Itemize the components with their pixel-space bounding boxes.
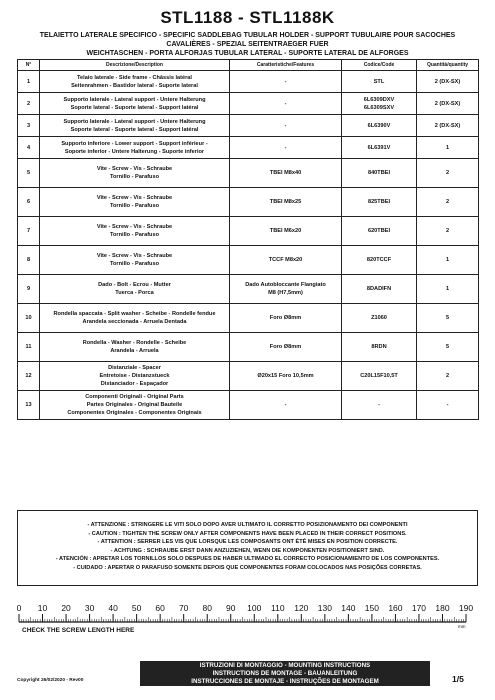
cell-code (342, 188, 417, 217)
ruler-tick-label: 10 (37, 603, 48, 613)
cell-features-text: TCCF M8x20 (268, 257, 303, 263)
cell-code (342, 362, 417, 391)
cell-quantity (417, 137, 479, 159)
table-row (18, 137, 479, 159)
cell-description-text: Soporte inferior - Untere Halterung - Suporte inferior (64, 148, 205, 155)
cell-number (18, 246, 40, 275)
cell-description-text: Distanciador - Espaçador (100, 381, 169, 387)
cell-quantity (417, 391, 479, 420)
table-row (18, 93, 479, 115)
cell-number (18, 159, 40, 188)
ruler-tick-label: 90 (226, 603, 236, 613)
cell-description-text: Tornillo - Parafuso (110, 203, 159, 209)
ruler-caption: CHECK THE SCREW LENGTH HERE (22, 627, 135, 634)
table-row (18, 188, 479, 217)
cell-features-text: Foro Ø8mm (269, 315, 302, 321)
cell-description-text: Vite - Screw - Vis - Schraube (96, 166, 173, 172)
cell-features-text: Foro Ø8mm (269, 344, 302, 350)
cell-description (40, 71, 230, 93)
footer-line-1: ISTRUZIONI DI MONTAGGIO - MOUNTING INSTRUCTIONS (199, 662, 371, 669)
cell-number (18, 304, 40, 333)
cell-number (18, 137, 40, 159)
cell-description (40, 275, 230, 304)
cell-quantity-text: 2 (445, 228, 450, 234)
cell-features (230, 304, 342, 333)
note-line: - ATENCIÓN : APRETAR LOS TORNILLOS SOLO DESPUES DE HABER ULTIMADO EL CORRECTO POSICIONAMIENTO DE LOS COMPONENTES. (55, 556, 440, 562)
cell-number (18, 391, 40, 420)
cell-description-text: Tuerca - Porca (115, 290, 154, 296)
cell-number-text: 1 (26, 78, 31, 85)
ruler-tick-label: 70 (178, 603, 189, 613)
table-row (18, 115, 479, 137)
cell-description (40, 304, 230, 333)
cell-description (40, 362, 230, 391)
cell-number (18, 115, 40, 137)
cell-description (40, 246, 230, 275)
cell-code-text: 6L6309SXV (363, 104, 395, 111)
subtitle-line-2: WEICHTASCHEN - PORTA ALFORJAS TUBULAR LATERAL - SUPORTE LATERAL DE ALFORGES (86, 50, 409, 57)
cell-features (230, 115, 342, 137)
ruler-tick-label: 80 (202, 603, 212, 613)
cell-code (342, 115, 417, 137)
table-row (18, 333, 479, 362)
cell-number-text: 10 (25, 315, 32, 321)
cell-quantity-text: - (446, 402, 449, 408)
cell-features (230, 93, 342, 115)
table-row (18, 362, 479, 391)
cell-code-text: 8DADIFN (366, 286, 392, 292)
cell-quantity-text: 2 (DX-SX) (434, 78, 461, 85)
ruler-tick-label: 110 (271, 603, 285, 613)
ruler-unit: mm (458, 624, 466, 629)
ruler-tick-label: 0 (16, 603, 22, 613)
note-line: - ACHTUNG : SCHRAUBE ERST DANN ANZUZIEHEN, WENN DIE KOMPONENTEN POSITIONIERT SIND. (110, 547, 385, 554)
cell-description (40, 217, 230, 246)
cell-description-text: Arandela seccionada - Arruela Dentada (82, 319, 187, 325)
screw-ruler (0, 600, 495, 640)
cell-description (40, 137, 230, 159)
cell-description-text: Dado - Bolt - Ecrou - Mutter (98, 282, 171, 288)
ruler-tick-label: 130 (317, 603, 332, 613)
header-number: N° (18, 60, 40, 71)
cell-features-text: M8 (H7,5mm) (268, 290, 303, 296)
cell-description (40, 391, 230, 420)
cell-code-text: 6L6391V (367, 144, 391, 151)
cell-description-text: Soporte lateral - Suporte lateral - Support latéral (70, 126, 199, 133)
header-quantity: Quantità/quantity (417, 60, 479, 71)
cell-quantity-text: 5 (445, 315, 450, 321)
note-line: - ATTENZIONE : STRINGERE LE VITI SOLO DOPO AVER ULTIMATO IL CORRETTO POSIZIONAMENTO DEI COMPONENTI (87, 522, 408, 528)
cell-description-text: Componentes Originales - Componentes Originais (67, 410, 202, 416)
ruler-tick-label: 180 (435, 603, 450, 613)
cell-number-text: 6 (26, 199, 31, 205)
ruler-tick-label: 160 (388, 603, 403, 613)
cell-code (342, 246, 417, 275)
cell-description-text: Vite - Screw - Vis - Schraube (96, 224, 173, 230)
cell-description (40, 115, 230, 137)
subtitle-line-1: TELAIETTO LATERALE SPECIFICO - SPECIFIC SADDLEBAG TUBULAR HOLDER - SUPPORT TUBULAIRE POUR SACOCHES CAVALIÈRES - SPEZIAL SEITENTRAEGER FUER (39, 32, 456, 48)
table-row (18, 275, 479, 304)
cell-code-text: 6L6390V (367, 122, 391, 129)
cell-quantity-text: 1 (445, 144, 450, 151)
cell-description (40, 333, 230, 362)
cell-number-text: 3 (26, 122, 31, 129)
document-title: STL1188 - STL1188K (160, 8, 335, 27)
cell-features-text: - (284, 402, 287, 408)
cell-description-text: Vite - Screw - Vis - Schraube (96, 253, 173, 259)
cell-features-text: Ø20x15 Foro 10,5mm (257, 373, 314, 379)
ruler-tick-label: 170 (411, 603, 427, 613)
cell-code-text: - (378, 402, 380, 408)
cell-number (18, 362, 40, 391)
cell-description-text: Tornillo - Parafuso (110, 261, 159, 267)
cell-features (230, 246, 342, 275)
cell-number (18, 275, 40, 304)
cell-features (230, 159, 342, 188)
cell-number (18, 71, 40, 93)
table-row (18, 391, 479, 420)
table-row (18, 304, 479, 333)
cell-number-text: 5 (26, 170, 31, 176)
cell-number-text: 11 (25, 344, 32, 350)
cell-features-text: TBEI M6x20 (269, 228, 302, 234)
cell-description-text: Partes Originales - Original Bauteile (86, 402, 183, 408)
note-line: - ATTENTION : SERRER LES VIS QUE LORSQUE LES COMPOSANTS ONT ÉTÉ MISES EN POSITION CORRECTE. (97, 539, 398, 545)
cell-number (18, 93, 40, 115)
cell-features-text: TBEI M8x25 (269, 199, 302, 205)
cell-code (342, 391, 417, 420)
cell-description (40, 188, 230, 217)
ruler-tick-label: 30 (84, 603, 95, 613)
cell-quantity (417, 115, 479, 137)
cell-code (342, 275, 417, 304)
header-description: Descrizione/Description (40, 60, 230, 71)
cell-description-text: Tornillo - Parafuso (110, 174, 159, 180)
cell-features (230, 391, 342, 420)
cell-code (342, 71, 417, 93)
cell-description-text: Supporto laterale - Lateral support - Untere Halterung (63, 118, 206, 125)
cell-number (18, 188, 40, 217)
cell-quantity-text: 2 (DX-SX) (434, 122, 461, 129)
cell-description-text: Telaio laterale - Side frame - Châssis latéral (77, 74, 192, 81)
cell-quantity (417, 93, 479, 115)
table-header-row (18, 60, 479, 71)
ruler-tick-label: 140 (341, 603, 356, 613)
cell-features (230, 71, 342, 93)
cell-description-text: Supporto laterale - Lateral support - Untere Halterung (63, 96, 206, 103)
cell-quantity (417, 159, 479, 188)
copyright-text: Copyright 26/02/2020 - Rev00 (17, 678, 84, 683)
ruler-tick-label: 20 (61, 603, 71, 613)
ruler-tick-label: 120 (294, 603, 309, 613)
document-subtitle (30, 31, 465, 58)
cell-description-text: Distanziale - Spacer (108, 365, 161, 371)
cell-number (18, 333, 40, 362)
ruler-tick-label: 190 (458, 603, 474, 613)
note-line: - CUIDADO : APERTAR O PARAFUSO SOMENTE DEPOIS QUE COMPONENTES FORAM COLOCADOS NAS POSIÇÕES CORRETAS. (73, 564, 422, 571)
cell-code (342, 304, 417, 333)
cell-features (230, 217, 342, 246)
cell-quantity-text: 2 (445, 170, 450, 176)
cell-features-text: - (284, 122, 287, 129)
header-code: Codice/Code (342, 60, 417, 71)
cell-quantity-text: 2 (DX-SX) (434, 100, 461, 107)
ruler-tick-label: 150 (364, 603, 379, 613)
cell-quantity (417, 188, 479, 217)
cell-number-text: 12 (25, 373, 32, 379)
cell-description-text: Componenti Originali - Original Parts (85, 394, 184, 400)
cell-quantity-text: 2 (445, 199, 450, 205)
cell-code-text: Z1060 (371, 315, 387, 321)
footer-line-2: INSTRUCTIONS DE MONTAGE - BAUANLEITUNG (212, 670, 358, 677)
cell-quantity-text: 1 (445, 257, 450, 263)
page-number: 1/5 (452, 674, 464, 684)
cell-quantity (417, 333, 479, 362)
cell-features (230, 188, 342, 217)
cell-code-text: 620TBEI (367, 228, 391, 234)
cell-code-text: 6L6309DXV (363, 96, 395, 103)
table-row (18, 71, 479, 93)
cell-quantity-text: 5 (445, 344, 450, 350)
cell-quantity (417, 275, 479, 304)
cell-code-text: STL (373, 78, 385, 85)
cell-quantity (417, 71, 479, 93)
cell-quantity (417, 246, 479, 275)
cell-features (230, 362, 342, 391)
cell-features-text: - (284, 100, 287, 107)
cell-features (230, 333, 342, 362)
cell-number-text: 8 (26, 257, 31, 263)
cell-features (230, 275, 342, 304)
header-features: Caratteristiche/Features (230, 60, 342, 71)
cell-description-text: Soporte lateral - Suporte lateral - Support latéral (70, 104, 199, 111)
cell-description-text: Supporto inferiore - Lower support - Support inférieur - (61, 140, 208, 147)
table-row (18, 217, 479, 246)
cell-quantity-text: 1 (445, 286, 450, 292)
cell-description-text: Vite - Screw - Vis - Schraube (96, 195, 173, 201)
cell-number-text: 9 (26, 286, 31, 292)
cell-description-text: Rondella - Washer - Rondelle - Scheibe (82, 340, 187, 346)
ruler-tick-label: 50 (131, 603, 142, 613)
ruler-tick-label: 60 (155, 603, 165, 613)
cell-number-text: 2 (26, 100, 31, 107)
cell-quantity (417, 217, 479, 246)
caution-notes-box (17, 510, 478, 586)
ruler-tick-label: 100 (247, 603, 262, 613)
cell-code-text: 840TBEI (367, 170, 391, 176)
cell-description-text: Tornillo - Parafuso (110, 232, 159, 238)
cell-number-text: 7 (26, 228, 31, 234)
cell-features-text: - (284, 78, 287, 85)
footer-line-3: INSTRUCCIONES DE MONTAJE - INSTRUÇÕES DE MONTAGEM (191, 678, 379, 685)
cell-code-text: 820TCCF (366, 257, 392, 263)
cell-features (230, 137, 342, 159)
footer (0, 661, 495, 700)
cell-quantity-text: 2 (445, 373, 450, 379)
cell-number-text: 4 (26, 144, 31, 151)
cell-code (342, 217, 417, 246)
table-row (18, 246, 479, 275)
cell-description-text: Entretoise - Distanzstueck (99, 373, 170, 379)
note-line: - CAUTION : TIGHTEN THE SCREW ONLY AFTER COMPONENTS HAVE BEEN PLACED IN THEIR CORRECT POSITIONS. (88, 530, 407, 537)
cell-number-text: 13 (25, 402, 32, 408)
cell-quantity (417, 304, 479, 333)
cell-code (342, 159, 417, 188)
cell-number (18, 217, 40, 246)
cell-description (40, 159, 230, 188)
cell-description-text: Rondella spaccata - Split washer - Scheibe - Rondelle fendue (53, 311, 216, 317)
cell-description (40, 93, 230, 115)
ruler-graphic (0, 600, 495, 640)
cell-quantity (417, 362, 479, 391)
cell-code (342, 333, 417, 362)
cell-code-text: 8RDN (371, 344, 387, 350)
ruler-tick-label: 40 (108, 603, 118, 613)
cell-description-text: Arandela - Arruela (110, 348, 159, 354)
parts-table (17, 59, 479, 420)
cell-description-text: Seitenrahmen - Bastidor lateral - Suporte lateral (71, 82, 198, 89)
footer-instructions-band (140, 661, 430, 686)
cell-code (342, 137, 417, 159)
cell-code-text: 825TBEI (367, 199, 391, 205)
cell-features-text: Dado Autobloccante Flangiato (245, 282, 326, 288)
cell-features-text: TBEI M8x40 (269, 170, 302, 176)
cell-features-text: - (284, 144, 287, 151)
cell-code-text: C20L15F10,5T (360, 373, 398, 379)
cell-code (342, 93, 417, 115)
table-row (18, 159, 479, 188)
